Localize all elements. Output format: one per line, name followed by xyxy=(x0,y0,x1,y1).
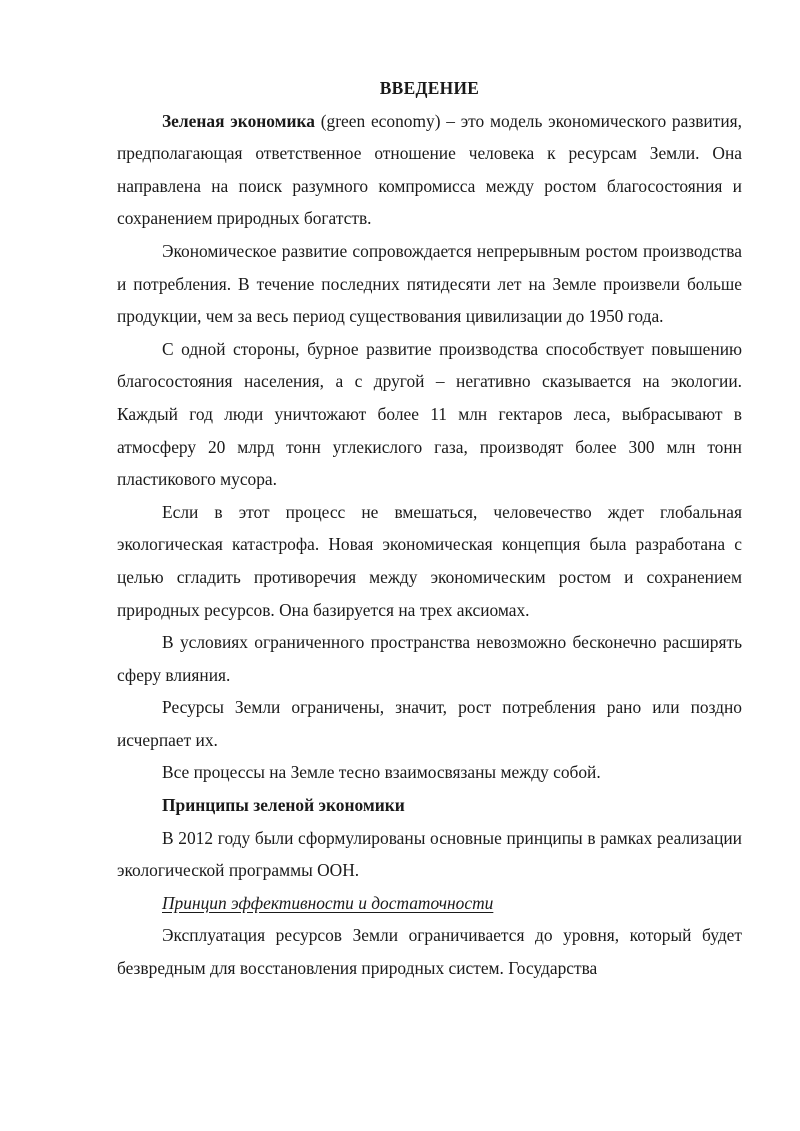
subsection-heading-text: Принцип эффективности и достаточности xyxy=(162,892,494,913)
page-title: ВВЕДЕНИЕ xyxy=(379,78,480,98)
document-body xyxy=(117,72,742,985)
axiom-3: Все процессы на Земле тесно взаимосвязаны между собой. xyxy=(162,762,601,783)
subsection-heading xyxy=(117,887,742,920)
paragraph-2: С одной стороны, бурное развитие производства способствует повышению благосостояния населения, а с другой – негативно сказывается на экологии. Каждый год люди уничтожают более 11 млн гектаров леса, выбрасывают в атмосферу 20 млрд тонн углекислого газа, производят более 300 млн тонн пластикового мусора. xyxy=(117,338,742,490)
intro-paragraph xyxy=(117,105,742,235)
paragraph-1: Экономическое развитие сопровождается непрерывным ростом производства и потребления. В течение последних пятидесяти лет на Земле произвели больше продукции, чем за весь период существования цивилизации до 1950 года. xyxy=(117,240,742,327)
axiom-1: В условиях ограниченного пространства невозможно бесконечно расширять сферу влияния. xyxy=(117,632,742,685)
intro-term: Зеленая экономика xyxy=(162,110,315,131)
axiom-2: Ресурсы Земли ограничены, значит, рост потребления рано или поздно исчерпает их. xyxy=(117,697,742,750)
intro-text: (green economy) – это модель экономического развития, предполагающая ответственное отношение человека к ресурсам Земли. Она направлена на поиск разумного компромисса между ростом благосостояния и сохранением природных богатств. xyxy=(117,110,742,229)
section-paragraph: В 2012 году были сформулированы основные принципы в рамках реализации экологической программы ООН. xyxy=(117,827,742,881)
section-heading: Принципы зеленой экономики xyxy=(162,795,405,816)
paragraph-3: Если в этот процесс не вмешаться, человечество ждет глобальная экологическая катастрофа. Новая экономическая концепция была разработана с целью сгладить противоречия между экономическим ростом и сохранением природных ресурсов. Она базируется на трех аксиомах. xyxy=(117,501,742,620)
last-paragraph: Эксплуатация ресурсов Земли ограничивается до уровня, который будет безвредным для восстановления природных систем. Государства xyxy=(117,925,742,979)
